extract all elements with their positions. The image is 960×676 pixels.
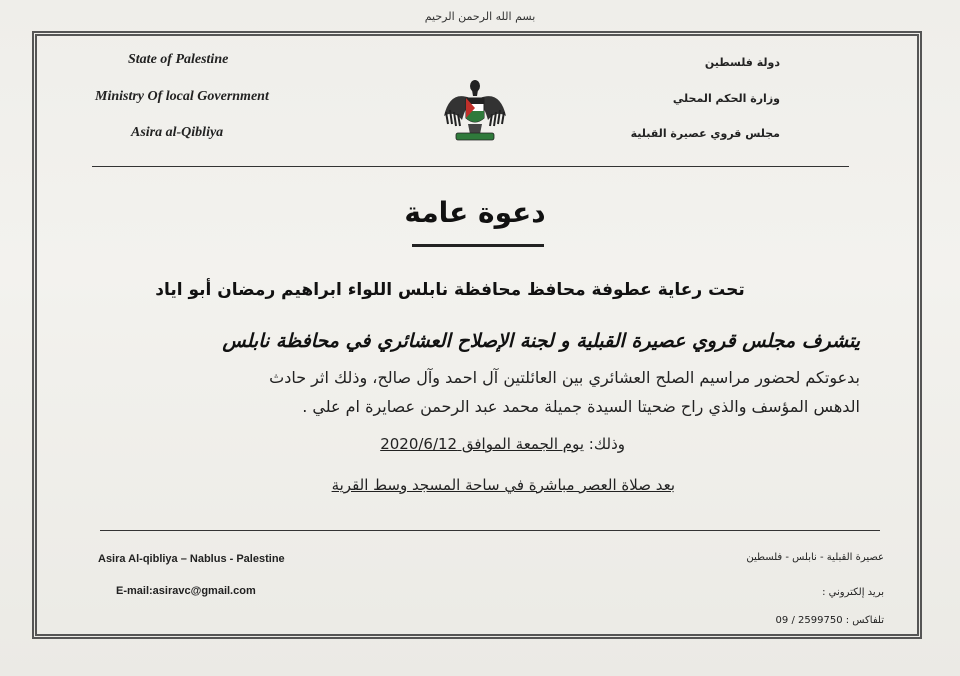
- hosts-line: يتشرف مجلس قروي عصيرة القبلية و لجنة الإصلاح العشائري في محافظة نابلس: [222, 330, 860, 352]
- header-state-ar: دولة فلسطين: [704, 56, 780, 69]
- header-ministry-ar: وزارة الحكم المحلي: [672, 92, 780, 105]
- body-line-2: الدهس المؤسف والذي راح ضحيتا السيدة جميلة محمد عبد الرحمن عصايرة ام علي .: [302, 397, 860, 416]
- title-underline: [412, 244, 544, 247]
- header-council-en: Asira al-Qibliya: [131, 125, 224, 140]
- footer-email-ar: بريد إلكتروني :: [822, 587, 884, 598]
- event-location: بعد صلاة العصر مباشرة في ساحة المسجد وسط القرية: [331, 476, 675, 494]
- footer-fax-ar: تلفاكس : 2599750 / 09: [775, 615, 884, 626]
- event-date: [300, 435, 625, 453]
- footer-email-en[interactable]: E-mail:asiravc@gmail.com: [116, 585, 256, 597]
- palestine-eagle-emblem-icon: [440, 76, 510, 144]
- patronage-line: تحت رعاية عطوفة محافظ محافظة نابلس اللواء ابراهيم رمضان أبو اياد: [155, 280, 745, 300]
- body-line-1: بدعوتكم لحضور مراسيم الصلح العشائري بين العائلتين آل احمد وآل صالح، وذلك اثر حادث: [269, 368, 860, 387]
- event-date-value: يوم الجمعة الموافق 2020/6/12: [380, 435, 585, 453]
- invitation-body: [90, 363, 860, 421]
- bismillah: بسم الله الرحمن الرحيم: [424, 10, 536, 23]
- footer-address-ar: عصيرة القبلية - نابلس - فلسطين: [746, 552, 884, 563]
- invitation-title: دعوة عامة: [404, 196, 546, 229]
- header-divider: [92, 166, 849, 167]
- header-ministry-en: Ministry Of local Government: [95, 89, 269, 104]
- footer-divider: [100, 530, 880, 531]
- header-council-ar: مجلس قروي عصيرة القبلية: [630, 127, 780, 140]
- event-date-label: وذلك:: [588, 435, 625, 453]
- footer-address-en: Asira Al-qibliya – Nablus - Palestine: [98, 553, 285, 565]
- header-state-en: State of Palestine: [128, 52, 229, 67]
